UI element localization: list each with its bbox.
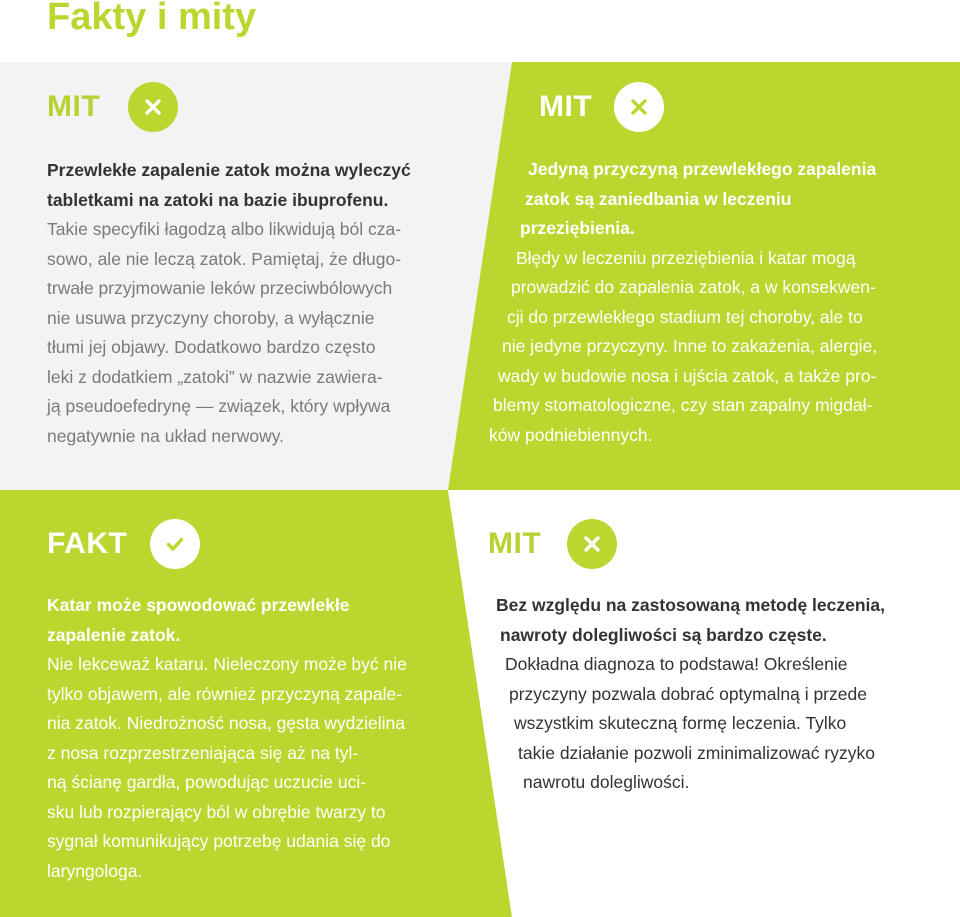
body-line: Nie lekceważ kataru. Nieleczony może być nie <box>47 654 407 674</box>
body-line: Błędy w leczeniu przeziębienia i katar mogą <box>516 247 856 268</box>
body-line: tłumi jej objawy. Dodatkowo bardzo często <box>47 337 376 357</box>
card-header-bottom-left <box>47 519 200 569</box>
card-header-bottom-right <box>488 519 617 569</box>
card-header-top-right <box>539 82 664 132</box>
body-line: tylko objawem, ale również przyczyną zapale- <box>47 683 403 704</box>
body-line: leki z dodatkiem „zatoki” w nazwie zawiera- <box>47 366 383 387</box>
lead-line: Katar może spowodować przewlekłe <box>47 595 350 615</box>
body-line: ków podniebiennych. <box>489 424 653 445</box>
body-line: prowadzić do zapalenia zatok, a w konsekwen- <box>511 277 876 297</box>
body-line: cji do przewlekłego stadium tej choroby, ale to <box>507 306 863 327</box>
card-text-top-right <box>0 155 877 450</box>
card-tag: MIT <box>47 90 101 123</box>
body-line: nie usuwa przyczyny choroby, a wyłącznie <box>47 307 375 328</box>
page-title: Fakty i mity <box>47 0 257 38</box>
body-line: Dokładna diagnoza to podstawa! Określenie <box>505 654 848 674</box>
x-mark-icon <box>128 82 178 132</box>
lead-line: nawroty dolegliwości są bardzo częste. <box>500 624 827 645</box>
card-header-top-left <box>47 82 178 132</box>
lead-line: Bez względu na zastosowaną metodę leczenia, <box>496 595 885 615</box>
body-line: Takie specyfiki łagodzą albo likwidują ból cza- <box>47 219 402 239</box>
body-line: sowo, ale nie leczą zatok. Pamiętaj, że długo- <box>47 248 402 269</box>
body-line: takie działanie pozwoli zminimalizować ryzyko <box>518 742 875 763</box>
body-line: nawrotu dolegliwości. <box>523 772 690 792</box>
card-tag: MIT <box>539 90 593 123</box>
x-mark-icon <box>567 519 617 569</box>
x-mark-icon <box>614 82 664 132</box>
body-line: sygnał komunikujący potrzebę udania się do <box>47 831 391 851</box>
lead-line: Przewlekłe zapalenie zatok można wyleczyć <box>47 160 411 180</box>
card-tag: MIT <box>488 527 542 560</box>
body-line: z nosa rozprzestrzeniająca się aż na tyl- <box>47 742 359 763</box>
lead-line: Jedyną przyczyną przewlekłego zapalenia <box>528 159 877 179</box>
body-line: negatywnie na układ nerwowy. <box>47 425 285 446</box>
body-line: sku lub rozpierający ból w obrębie twarzy to <box>47 801 386 822</box>
checkmark-icon <box>150 519 200 569</box>
lead-line: tabletkami na zatoki na bazie ibuprofenu. <box>47 189 389 210</box>
card-text-bottom-right <box>0 591 885 798</box>
body-line: laryngologa. <box>47 860 143 881</box>
body-line: nia zatok. Niedrożność nosa, gęsta wydzielina <box>47 713 405 733</box>
body-line: przyczyny pozwala dobrać optymalną i przede <box>509 683 867 704</box>
lead-line: zatok są zaniedbania w leczeniu <box>525 188 792 209</box>
body-line: blemy stomatologiczne, czy stan zapalny migdał- <box>493 395 873 415</box>
body-line: wady w budowie nosa i ujścia zatok, a także pro- <box>498 365 877 386</box>
body-line: ją pseudoefedrynę — związek, który wpływa <box>47 396 391 416</box>
card-tag: FAKT <box>47 527 128 560</box>
lead-line: przeziębienia. <box>520 218 635 238</box>
body-line: wszystkim skuteczną formę leczenia. Tylko <box>514 713 847 733</box>
body-line: nie jedyne przyczyny. Inne to zakażenia, alergie, <box>502 336 878 356</box>
body-line: ną ścianę gardła, powodując uczucie uci- <box>47 772 367 792</box>
body-line: trwałe przyjmowanie leków przeciwbólowych <box>47 278 393 298</box>
lead-line: zapalenie zatok. <box>47 624 181 645</box>
